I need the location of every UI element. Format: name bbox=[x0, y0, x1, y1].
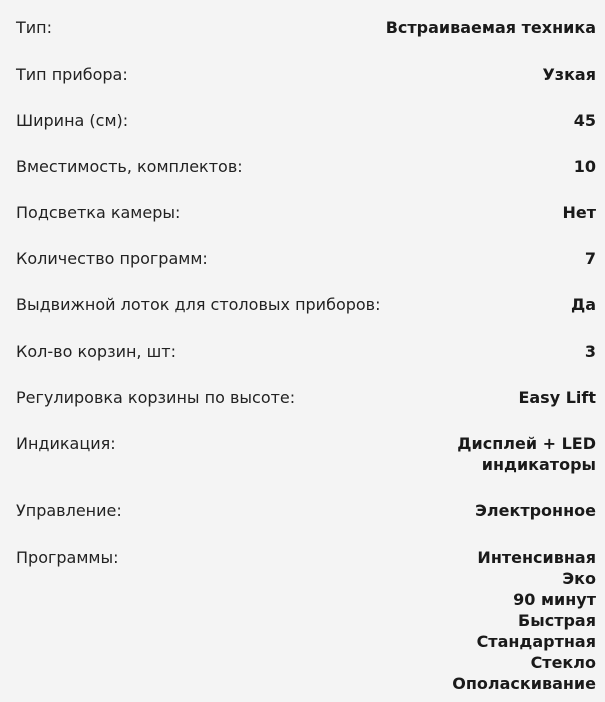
value-line: индикаторы bbox=[481, 455, 596, 474]
spec-value bbox=[452, 547, 596, 694]
spec-value: Да bbox=[570, 295, 596, 314]
spec-value: 45 bbox=[573, 111, 596, 130]
spec-label: Вместимость, комплектов: bbox=[16, 157, 243, 176]
spec-label: Управление: bbox=[16, 501, 122, 520]
spec-value: Easy Lift bbox=[518, 388, 596, 407]
value-line: Быстрая bbox=[518, 611, 596, 630]
spec-value bbox=[457, 433, 596, 475]
value-line: 90 минут bbox=[513, 590, 596, 609]
spec-label: Выдвижной лоток для столовых приборов: bbox=[16, 295, 381, 314]
spec-label: Тип: bbox=[16, 18, 53, 37]
spec-value: Встраиваемая техника bbox=[385, 18, 596, 37]
value-line: Эко bbox=[562, 569, 596, 588]
spec-label: Индикация: bbox=[16, 434, 116, 453]
value-line: Стандартная bbox=[476, 632, 596, 651]
spec-label: Ширина (см): bbox=[16, 111, 129, 130]
value-line: Ополаскивание bbox=[452, 674, 596, 693]
spec-value: Нет bbox=[562, 203, 596, 222]
spec-value: 10 bbox=[573, 157, 596, 176]
value-line: Стекло bbox=[530, 653, 596, 672]
spec-value: Электронное bbox=[475, 501, 596, 520]
spec-value: 3 bbox=[584, 342, 596, 361]
spec-label: Тип прибора: bbox=[16, 65, 128, 84]
spec-label: Подсветка камеры: bbox=[16, 203, 181, 222]
spec-value: 7 bbox=[584, 249, 596, 268]
spec-value: Узкая bbox=[542, 65, 596, 84]
spec-label: Программы: bbox=[16, 548, 119, 567]
value-line: Интенсивная bbox=[477, 548, 596, 567]
spec-label: Кол-во корзин, шт: bbox=[16, 342, 176, 361]
spec-label: Регулировка корзины по высоте: bbox=[16, 388, 296, 407]
spec-label: Количество программ: bbox=[16, 249, 208, 268]
value-line: Дисплей + LED bbox=[457, 434, 596, 453]
